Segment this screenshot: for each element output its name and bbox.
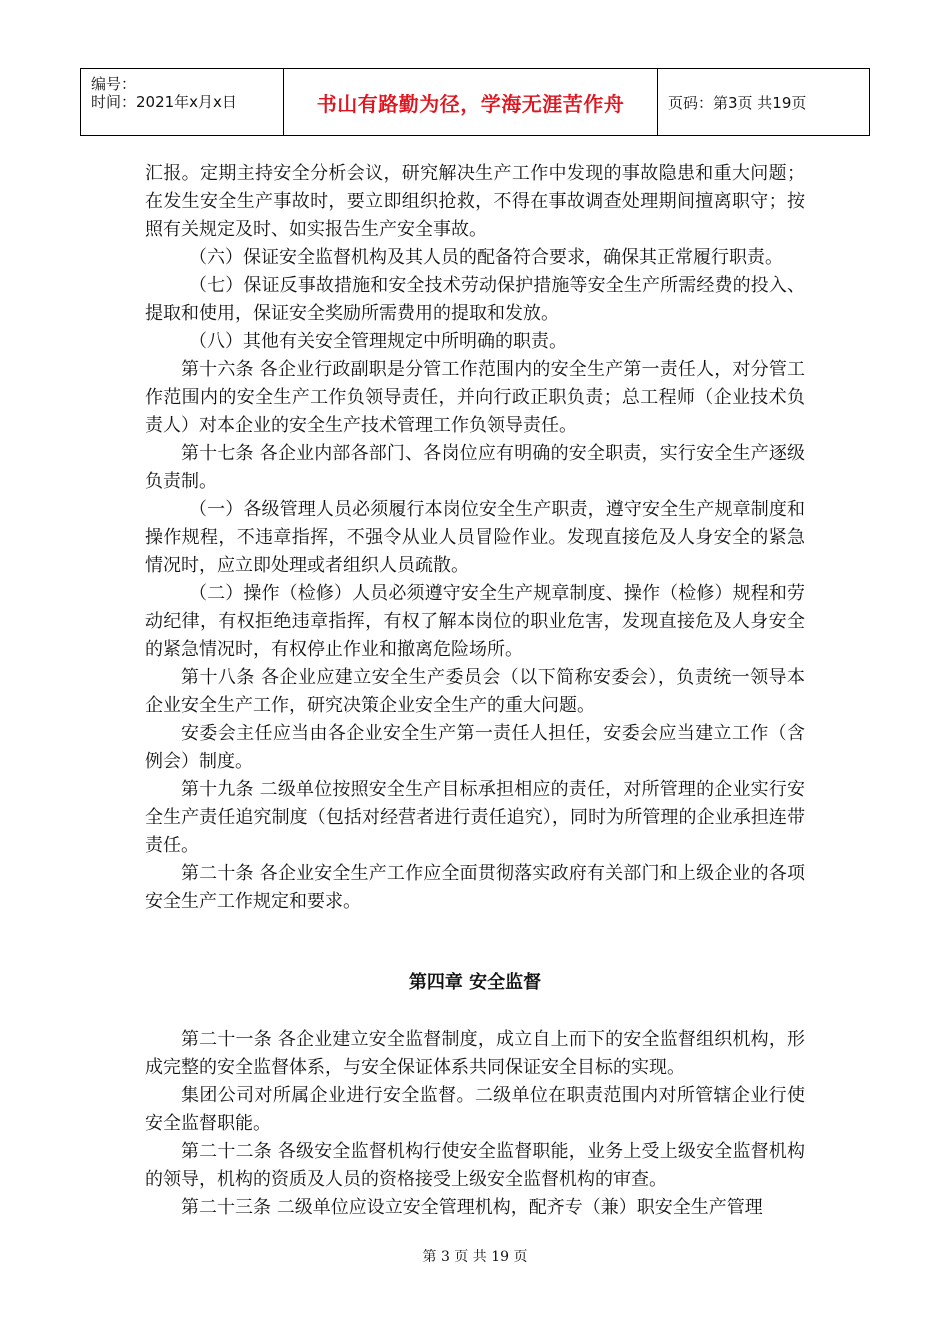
paragraph: 第十七条 各企业内部各部门、各岗位应有明确的安全职责，实行安全生产逐级负责制。 (145, 443, 805, 492)
paragraph: （六）保证安全监督机构及其人员的配备符合要求，确保其正常履行职责。 (189, 247, 783, 268)
paragraph: 汇报。定期主持安全分析会议，研究解决生产工作中发现的事故隐患和重大问题；在发生安全生产事故时，要立即组织抢救，不得在事故调查处理期间擅离职守；按照有关规定及时、如实报告生产安全事故。 (145, 163, 805, 240)
paragraph: 第二十条 各企业安全生产工作应全面贯彻落实政府有关部门和上级企业的各项安全生产工作规定和要求。 (145, 863, 805, 912)
paragraph: 安委会主任应当由各企业安全生产第一责任人担任，安委会应当建立工作（含例会）制度。 (145, 723, 805, 772)
page-footer: 第 3 页 共 19 页 (422, 1249, 528, 1265)
paragraph: 第二十三条 二级单位应设立安全管理机构，配齐专（兼）职安全生产管理 (181, 1197, 763, 1218)
header-page-info: 页码：第3页 共19页 (668, 93, 807, 112)
paragraph: 第二十一条 各企业建立安全监督制度，成立自上而下的安全监督组织机构，形成完整的安全监督体系，与安全保证体系共同保证安全目标的实现。 (145, 1029, 805, 1078)
body-text-top (145, 160, 805, 916)
paragraph: （八）其他有关安全管理规定中所明确的职责。 (189, 331, 567, 352)
number-label: 编号： (91, 75, 137, 93)
paragraph: 第十六条 各企业行政副职是分管工作范围内的安全生产第一责任人，对分管工作范围内的安全生产工作负领导责任，并向行政正职负责；总工程师（企业技术负责人）对本企业的安全生产技术管理工作负领导责任。 (145, 359, 805, 436)
paragraph: 集团公司对所属企业进行安全监督。二级单位在职责范围内对所管辖企业行使安全监督职能。 (145, 1085, 805, 1134)
chapter-title: 第四章 安全监督 (408, 972, 542, 993)
document-header (80, 68, 870, 136)
paragraph: （七）保证反事故措施和安全技术劳动保护措施等安全生产所需经费的投入、提取和使用，保证安全奖励所需费用的提取和发放。 (145, 275, 805, 324)
paragraph: 第十九条 二级单位按照安全生产目标承担相应的责任，对所管理的企业实行安全生产责任追究制度（包括对经营者进行责任追究），同时为所管理的企业承担连带责任。 (145, 779, 805, 856)
paragraph: 第二十二条 各级安全监督机构行使安全监督职能，业务上受上级安全监督机构的领导，机构的资质及人员的资格接受上级安全监督机构的审查。 (145, 1141, 805, 1190)
body-text-bottom (145, 1026, 805, 1222)
time-label: 时间：2021年x月x日 (91, 93, 237, 111)
header-page-cell (657, 69, 869, 135)
motto-text: 书山有路勤为径，学海无涯苦作舟 (316, 91, 625, 116)
paragraph: 第十八条 各企业应建立安全生产委员会（以下简称安委会），负责统一领导本企业安全生产工作，研究决策企业安全生产的重大问题。 (145, 667, 805, 716)
paragraph: （二）操作（检修）人员必须遵守安全生产规章制度、操作（检修）规程和劳动纪律，有权拒绝违章指挥，有权了解本岗位的职业危害，发现直接危及人身安全的紧急情况时，有权停止作业和撤离危险场所。 (145, 583, 805, 660)
header-meta-cell (81, 69, 283, 135)
header-motto-cell (283, 69, 657, 135)
paragraph: （一）各级管理人员必须履行本岗位安全生产职责，遵守安全生产规章制度和操作规程，不违章指挥，不强令从业人员冒险作业。发现直接危及人身安全的紧急情况时，应立即处理或者组织人员疏散。 (145, 499, 805, 576)
